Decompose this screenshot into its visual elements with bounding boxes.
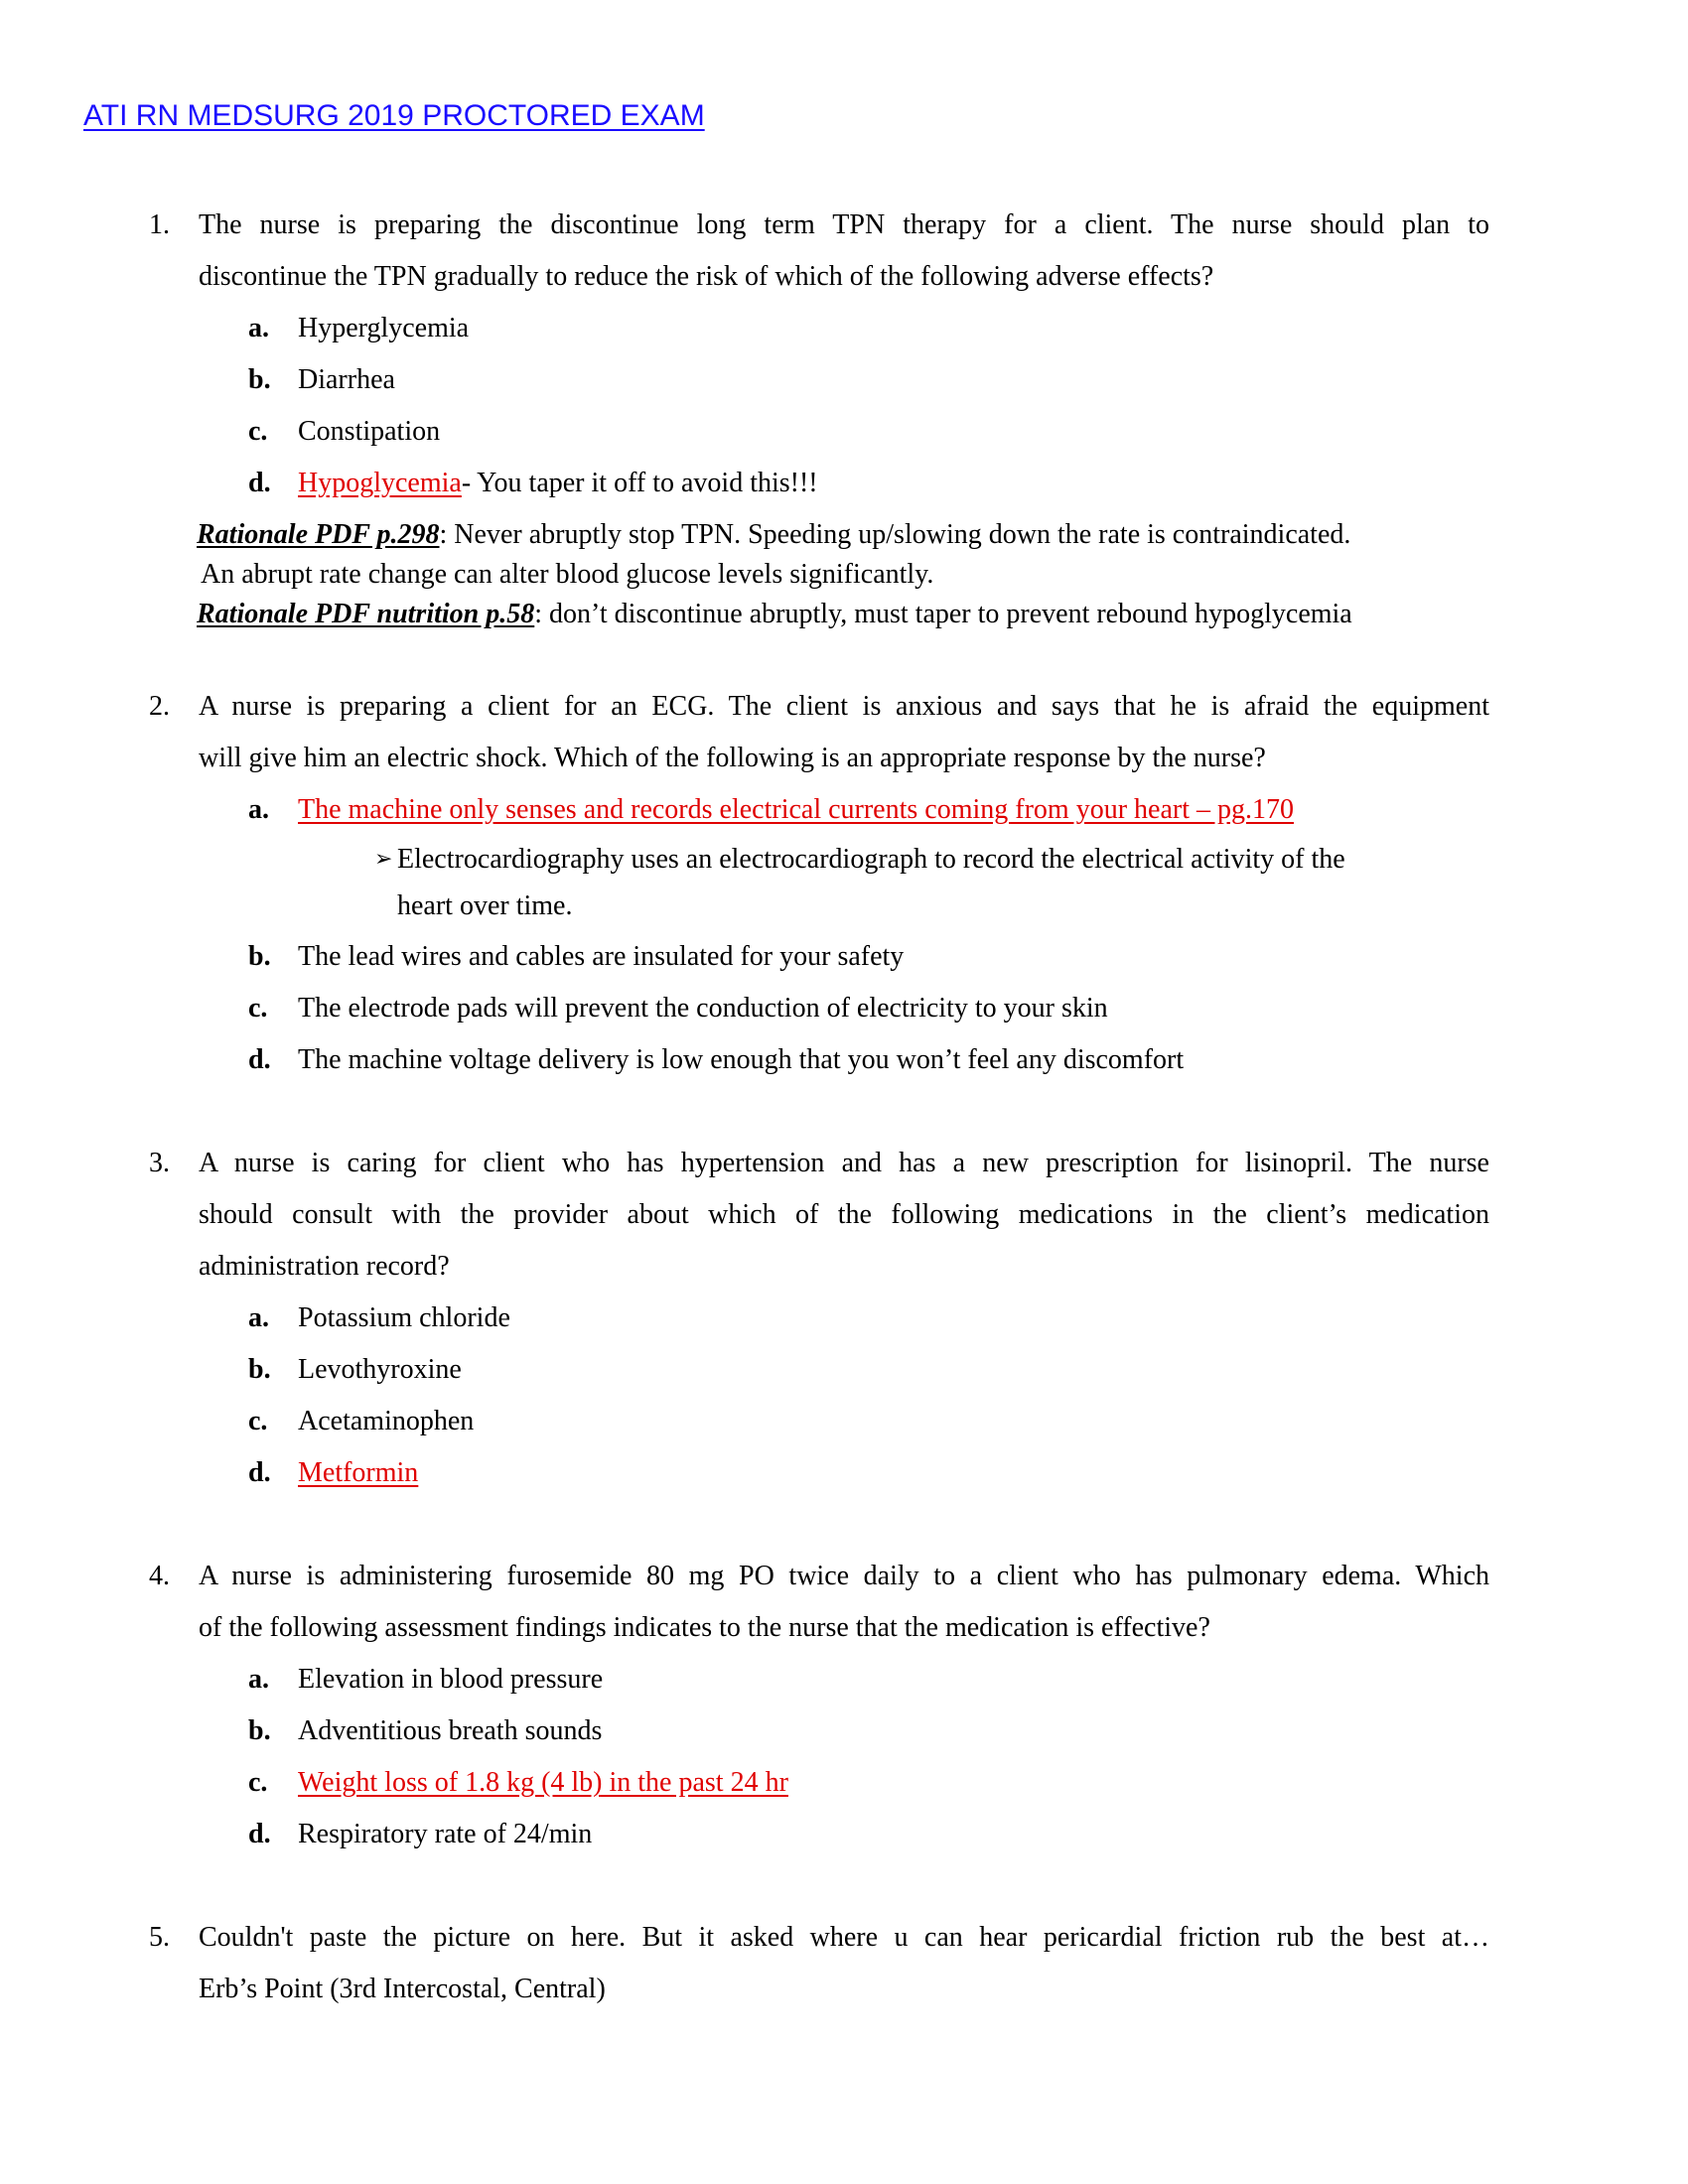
answer-line: Erb’s Point (3rd Intercostal, Central): [199, 1974, 606, 2004]
question-text-line: will give him an electric shock. Which of the following is an appropriate response by the nurse?: [199, 743, 1266, 773]
option-letter: a.: [248, 1664, 269, 1695]
question-text-line: should consult with the provider about which of the following medications in the client’s medication: [199, 1199, 1489, 1230]
option-letter: b.: [248, 941, 271, 972]
question-text-line: A nurse is caring for client who has hypertension and has a new prescription for lisinopril. The nurse: [199, 1148, 1489, 1178]
option-letter: a.: [248, 794, 269, 825]
option-text: Hyperglycemia: [298, 313, 470, 343]
option-text: The lead wires and cables are insulated for your safety: [298, 941, 905, 972]
rationale-text: : don’t discontinue abruptly, must taper to prevent rebound hypoglycemia: [534, 599, 1352, 629]
option-letter: a.: [248, 313, 269, 343]
question-number: 2.: [149, 691, 170, 722]
option-text: Constipation: [298, 416, 441, 447]
option-letter: b.: [248, 1715, 271, 1746]
option-text: Acetaminophen: [298, 1406, 475, 1436]
question-number: 4.: [149, 1561, 170, 1591]
option-letter: c.: [248, 1406, 268, 1436]
option-letter: d.: [248, 1819, 271, 1849]
question-text-line: discontinue the TPN gradually to reduce the risk of which of the following adverse effects?: [199, 261, 1214, 292]
question-number: 3.: [149, 1148, 170, 1178]
option-letter: c.: [248, 416, 268, 447]
option-letter: d.: [248, 1457, 271, 1488]
option-letter: c.: [248, 993, 268, 1024]
option-text: Potassium chloride: [298, 1302, 510, 1333]
arrow-bullet-icon: ➢: [374, 847, 393, 872]
answer-option: [298, 467, 818, 500]
option-text: Respiratory rate of 24/min: [298, 1819, 593, 1849]
option-text: The machine voltage delivery is low enough that you won’t feel any discomfort: [298, 1044, 1185, 1075]
option-letter: d.: [248, 1044, 271, 1075]
rationale-label: Rationale PDF nutrition p.58: [197, 599, 535, 629]
question-text-line: The nurse is preparing the discontinue long term TPN therapy for a client. The nurse should plan to: [199, 209, 1489, 240]
rationale-line: [197, 518, 1350, 552]
bullet-text: heart over time.: [397, 890, 573, 921]
option-letter: d.: [248, 468, 271, 498]
option-letter: a.: [248, 1302, 269, 1333]
option-letter: b.: [248, 1354, 271, 1385]
question-number: 1.: [149, 209, 170, 240]
option-text: Adventitious breath sounds: [298, 1715, 603, 1746]
bullet-text: Electrocardiography uses an electrocardiograph to record the electrical activity of the: [397, 844, 1345, 875]
answer-text: Hypoglycemia: [298, 468, 462, 498]
option-text: The electrode pads will prevent the conduction of electricity to your skin: [298, 993, 1108, 1024]
option-letter: b.: [248, 364, 271, 395]
question-text-line: administration record?: [199, 1251, 450, 1282]
rationale-line: An abrupt rate change can alter blood glucose levels significantly.: [201, 559, 934, 590]
question-text-line: of the following assessment findings indicates to the nurse that the medication is effective?: [199, 1612, 1210, 1643]
rationale-text: : Never abruptly stop TPN. Speeding up/slowing down the rate is contraindicated.: [439, 519, 1351, 550]
option-letter: c.: [248, 1767, 268, 1798]
question-text-line: A nurse is administering furosemide 80 mg PO twice daily to a client who has pulmonary edema. Which: [199, 1561, 1489, 1591]
option-text: Elevation in blood pressure: [298, 1664, 604, 1695]
answer-text: Weight loss of 1.8 kg (4 lb) in the past 24 hr: [298, 1767, 788, 1798]
page-title[interactable]: ATI RN MEDSURG 2019 PROCTORED EXAM: [83, 99, 705, 132]
question-text-line: Couldn't paste the picture on here. But it asked where u can hear pericardial friction rub the best at…: [199, 1922, 1489, 1953]
question-number: 5.: [149, 1922, 170, 1953]
question-text-line: A nurse is preparing a client for an ECG. The client is anxious and says that he is afraid the equipment: [199, 691, 1489, 722]
rationale-line: [197, 598, 1352, 631]
answer-text: The machine only senses and records electrical currents coming from your heart – pg.170: [298, 794, 1294, 825]
answer-text: Metformin: [298, 1457, 419, 1488]
option-text: Diarrhea: [298, 364, 395, 395]
answer-note: - You taper it off to avoid this!!!: [461, 468, 818, 498]
rationale-label: Rationale PDF p.298: [197, 519, 440, 550]
option-text: Levothyroxine: [298, 1354, 462, 1385]
